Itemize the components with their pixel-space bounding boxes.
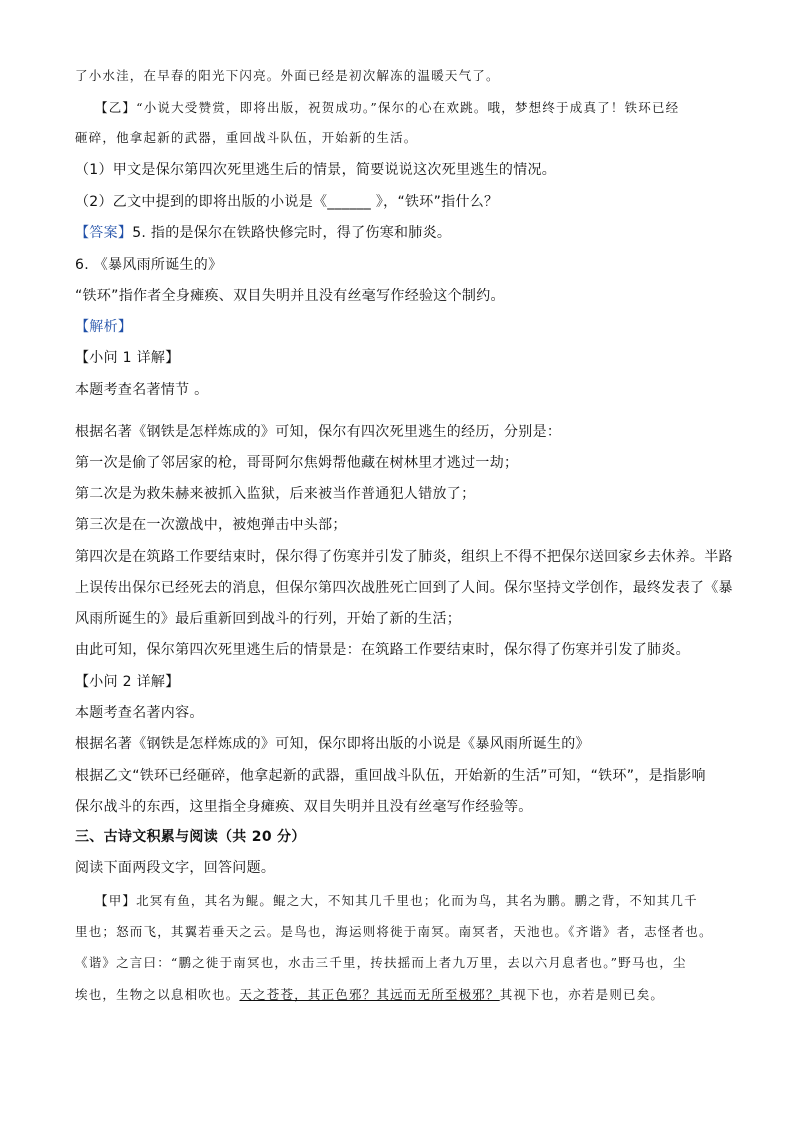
text-line: 【乙】“小说大受赞赏，即将出版，祝贺成功。”保尔的心在欢跳。哦，梦想终于成真了！铁环已经 [95,100,680,115]
classical-text-line: 【甲】北冥有鱼，其名为鲲。鲲之大，不知其几千里也；化而为鸟，其名为鹏。鹏之背，不知其几千 [95,893,698,908]
answer-line: 【答案】5. 指的是保尔在铁路快修完时，得了伤寒和肺炎。 [75,225,452,241]
section-marker: 【甲】 [95,893,137,908]
text-line: 第四次是在筑路工作要结束时，保尔得了伤寒并引发了肺炎，组织上不得不把保尔送回家乡去休养。半路 [75,549,733,565]
text-line: 砸碎，他拿起新的武器，重回战斗队伍，开始新的生活。 [75,130,418,145]
answer-line: 6. 《暴风雨所诞生的》 [75,257,223,273]
text-line: 第二次是为救朱赫来被抓入监狱，后来被当作普通犯人错放了； [75,486,476,502]
text-line: 本题考查名著情节 。 [75,382,209,398]
text-line: 由此可知，保尔第四次死里逃生后的情景是：在筑路工作要结束时，保尔得了伤寒并引发了肺炎。 [75,642,690,658]
text-line: 根据乙文“铁环已经砸碎，他拿起新的武器，重回战斗队伍，开始新的生活”可知，“铁环”，是指影响 [75,768,706,784]
text-line: 阅读下面两段文字，回答问题。 [75,860,276,876]
section-heading: 三、古诗文积累与阅读（共 20 分） [75,829,306,845]
underlined-quote: 天之苍苍，其正色邪？其远而无所至极邪？ [239,987,500,1002]
text-line: 第一次是偷了邻居家的枪，哥哥阿尔焦姆帮他藏在树林里才逃过一劫； [75,455,519,471]
text-line: 根据名著《钢铁是怎样炼成的》可知，保尔有四次死里逃生的经历，分别是： [75,424,562,440]
text-line: 第三次是在一次激战中，被炮弹击中头部； [75,517,347,533]
classical-text-line: 埃也，生物之以息相吹也。天之苍苍，其正色邪？其远而无所至极邪？其视下也，亦若是则已矣。 [75,987,665,1002]
section-marker: 【乙】 [95,100,137,115]
classical-text-line: 《谐》之言曰：“鹏之徙于南冥也，水击三千里，抟扶摇而上者九万里，去以六月息者也。”野马也，尘 [75,955,687,970]
text-line: 保尔战斗的东西，这里指全身瘫痪、双目失明并且没有丝毫写作经验等。 [75,799,533,815]
answer-line: “铁环”指作者全身瘫痪、双目失明并且没有丝毫写作经验这个制约。 [75,288,505,304]
question-line: （2）乙文中提到的即将出版的小说是《______ 》，“铁环”指什么？ [75,194,499,210]
text-line: 本题考查名著内容。 [75,705,204,721]
analysis-label: 【解析】 [75,319,133,335]
answer-label: 【答案】 [75,225,133,241]
classical-text-line: 里也；怒而飞，其翼若垂天之云。是鸟也，海运则将徙于南冥。南冥者，天池也。《齐谐》者，志怪者也。 [75,924,713,939]
text-line: 根据名著《钢铁是怎样炼成的》可知，保尔即将出版的小说是《暴风雨所诞生的》 [75,736,590,752]
subquestion-heading: 【小问 2 详解】 [75,674,180,690]
text-line: 上误传出保尔已经死去的消息，但保尔第四次战胜死亡回到了人间。保尔坚持文学创作，最终发表了《暴 [75,580,733,596]
subquestion-heading: 【小问 1 详解】 [75,350,180,366]
question-line: （1）甲文是保尔第四次死里逃生后的情景，简要说说这次死里逃生的情况。 [75,162,557,178]
text-line: 了小水洼，在早春的阳光下闪亮。外面已经是初次解冻的温暖天气了。 [75,68,500,83]
text-line: 风雨所诞生的》最后重新回到战斗的行列，开始了新的生活； [75,611,462,627]
